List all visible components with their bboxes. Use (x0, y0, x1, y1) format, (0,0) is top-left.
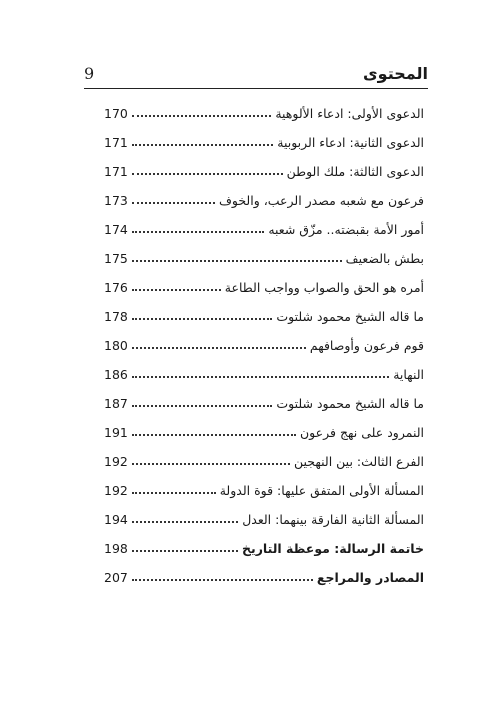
toc-leader-dots (132, 260, 342, 262)
toc-entry-page: 170 (104, 106, 128, 121)
toc-leader-dots (132, 115, 271, 117)
toc-entry-title: أمره هو الحق والصواب وواجب الطاعة (224, 280, 424, 295)
toc-leader-dots (132, 202, 215, 204)
toc-leader-dots (132, 521, 238, 523)
header-title: المحتوى (363, 64, 428, 83)
toc-leader-dots (132, 550, 238, 552)
toc-entry (104, 353, 424, 382)
toc-leader-dots (132, 231, 264, 233)
toc-entry-title: المسألة الثانية الفارقة بينهما: العدل (242, 512, 424, 527)
header-page-number: 9 (84, 64, 95, 83)
toc-entry-page: 198 (104, 541, 128, 556)
toc-entry (104, 469, 424, 498)
toc-entry (104, 440, 424, 469)
toc-entry (104, 527, 424, 556)
page-header (84, 62, 428, 89)
toc-entry (104, 179, 424, 208)
toc-entry-title: الفرع الثالث: بين النهجين (294, 454, 424, 469)
table-of-contents (104, 92, 424, 585)
toc-entry-page: 175 (104, 251, 128, 266)
toc-leader-dots (132, 405, 272, 407)
toc-entry (104, 556, 424, 585)
toc-entry-page: 192 (104, 454, 128, 469)
toc-entry-page: 173 (104, 193, 128, 208)
toc-entry (104, 382, 424, 411)
toc-entry-page: 180 (104, 338, 128, 353)
toc-entry-title: الدعوى الثالثة: ملك الوطن (286, 164, 424, 179)
toc-leader-dots (132, 463, 290, 465)
toc-entry (104, 92, 424, 121)
toc-entry-title: فرعون مع شعبه مصدر الرعب، والخوف (218, 193, 424, 208)
toc-entry (104, 295, 424, 324)
toc-entry-title: ما قاله الشيخ محمود شلتوت (276, 309, 424, 324)
toc-entry (104, 324, 424, 353)
toc-leader-dots (132, 173, 283, 175)
toc-entry-title: المصادر والمراجع (316, 570, 424, 585)
toc-entry (104, 498, 424, 527)
toc-entry-page: 174 (104, 222, 128, 237)
toc-entry (104, 150, 424, 179)
toc-entry (104, 208, 424, 237)
toc-leader-dots (132, 492, 216, 494)
toc-entry-title: النهاية (393, 367, 424, 382)
toc-entry-page: 207 (104, 570, 128, 585)
toc-entry-page: 191 (104, 425, 128, 440)
toc-entry (104, 411, 424, 440)
toc-entry-page: 178 (104, 309, 128, 324)
toc-entry-title: قوم فرعون وأوصافهم (309, 338, 424, 353)
toc-entry (104, 121, 424, 150)
toc-entry-page: 194 (104, 512, 128, 527)
toc-leader-dots (132, 347, 306, 349)
toc-leader-dots (132, 579, 313, 581)
toc-entry-title: النمرود على نهج فرعون (300, 425, 424, 440)
toc-entry-title: المسألة الأولى المتفق عليها: قوة الدولة (219, 483, 424, 498)
toc-entry-title: أمور الأمة بقبضته.. مزّق شعبه (268, 222, 424, 237)
toc-entry (104, 237, 424, 266)
toc-entry-title: بطش بالضعيف (345, 251, 424, 266)
toc-entry-title: ما قاله الشيخ محمود شلتوت (276, 396, 424, 411)
toc-entry (104, 266, 424, 295)
toc-entry-page: 192 (104, 483, 128, 498)
toc-leader-dots (132, 144, 273, 146)
toc-leader-dots (132, 376, 389, 378)
toc-entry-page: 186 (104, 367, 128, 382)
toc-leader-dots (132, 289, 221, 291)
toc-entry-page: 187 (104, 396, 128, 411)
toc-entry-page: 176 (104, 280, 128, 295)
toc-leader-dots (132, 434, 296, 436)
toc-leader-dots (132, 318, 272, 320)
toc-entry-title: الدعوى الأولى: ادعاء الألوهية (275, 106, 424, 121)
toc-entry-title: الدعوى الثانية: ادعاء الربوبية (277, 135, 424, 150)
toc-entry-page: 171 (104, 135, 128, 150)
toc-entry-page: 171 (104, 164, 128, 179)
toc-entry-title: خاتمة الرسالة: موعظة التاريخ (242, 541, 424, 556)
